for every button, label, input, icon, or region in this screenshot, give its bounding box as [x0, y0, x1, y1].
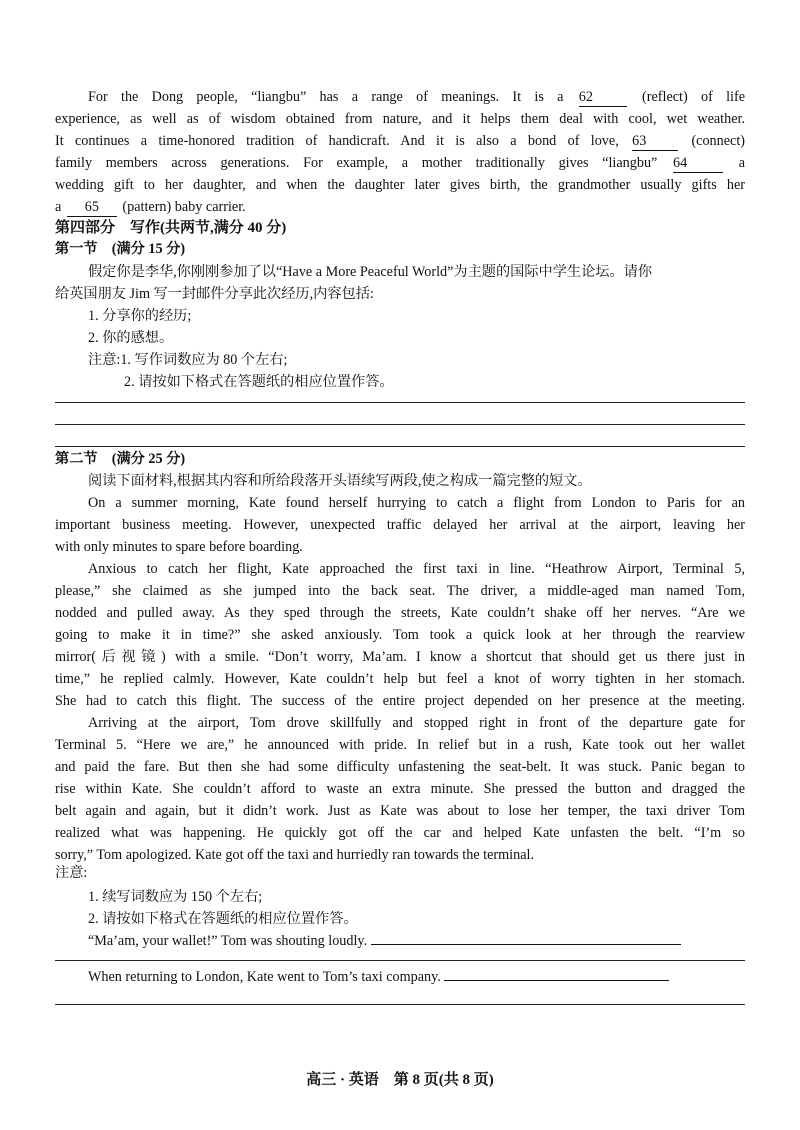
answer-rule — [55, 1004, 745, 1005]
cloze-line-2: experience, as well as of wisdom obtained from nature, and it helps them deal with cool, wet weather. — [55, 111, 745, 127]
section1-prompt-2: 给英国朋友 Jim 写一封邮件分享此次经历,内容包括: — [55, 286, 374, 302]
story-line: On a summer morning, Kate found herself hurrying to catch a flight from London to Paris for an — [88, 495, 745, 511]
story-line: and paid the fare. But then she had some difficulty unfastening the seat-belt. It was stuck. Panic began to — [55, 759, 745, 775]
story-line: please,” she claimed as she jumped into the back seat. The driver, a middle-aged man named Tom, — [55, 583, 745, 599]
section2-note-1: 1. 续写词数应为 150 个左右; — [88, 889, 263, 905]
story-line: sorry,” Tom apologized. Kate got off the taxi and hurriedly ran towards the terminal. — [55, 847, 535, 863]
section1-prompt-1: 假定你是李华,你刚刚参加了以“Have a More Peaceful World”为主题的国际中学生论坛。请你 — [88, 264, 653, 280]
text-span: (pattern) baby carrier. — [122, 199, 246, 215]
paragraph1-start-text: “Ma’am, your wallet!” Tom was shouting loudly. — [88, 933, 368, 949]
writing-line — [444, 966, 669, 981]
story-line: time,” he replied calmly. However, Kate couldn’t help but feel a knot of worry tighten in her stomach. — [55, 671, 745, 687]
story-line: Arriving at the airport, Tom drove skillfully and stopped right in front of the departure gate for — [88, 715, 745, 731]
story-line: She had to catch this flight. The success of the entire project depended on her presence at the meeting. — [55, 693, 745, 709]
text-span: It continues a time-honored tradition of handicraft. And it is also a bond of love, — [55, 133, 619, 149]
text-span: a — [738, 155, 745, 171]
story-line: nodded and pulled away. As they sped through the streets, Kate couldn’t shake off her nerves. “Are we — [55, 605, 745, 621]
section1-note-1: 注意:1. 写作词数应为 80 个左右; — [88, 352, 288, 368]
text-span: family members across generations. For example, a mother traditionally gives “liangbu” — [55, 155, 658, 171]
paragraph1-start — [88, 930, 745, 952]
cloze-line-6 — [55, 196, 745, 218]
story-line: realized what was happening. He quickly got off the car and helped Kate unfasten the belt. “I’m so — [55, 825, 745, 841]
cloze-line-3 — [55, 130, 745, 152]
text-span: a — [55, 199, 62, 215]
story-line: Terminal 5. “Here we are,” he announced with pride. In relief but in a rush, Kate took out her wallet — [55, 737, 745, 753]
section1-item-2: 2. 你的感想。 — [88, 330, 174, 346]
story-line: Anxious to catch her flight, Kate approached the first taxi in line. “Heathrow Airport, Terminal 5, — [88, 561, 745, 577]
blank-62: 62 — [579, 89, 627, 107]
page-footer: 高三 · 英语 第 8 页(共 8 页) — [306, 1072, 494, 1088]
story-line: belt again and again, but it didn’t work. Just as Kate was about to lose her temper, the taxi driver Tom — [55, 803, 745, 819]
part4-title: 第四部分 写作(共两节,满分 40 分) — [55, 220, 287, 236]
story-line: important business meeting. However, unexpected traffic delayed her arrival at the airport, leaving her — [55, 517, 745, 533]
answer-rule — [55, 960, 745, 961]
section2-intro: 阅读下面材料,根据其内容和所给段落开头语续写两段,使之构成一篇完整的短文。 — [88, 473, 592, 489]
section1-note-2: 2. 请按如下格式在答题纸的相应位置作答。 — [124, 374, 394, 390]
answer-rule — [55, 446, 745, 447]
section1-title: 第一节 (满分 15 分) — [55, 241, 186, 257]
section2-note-label: 注意: — [55, 865, 88, 881]
text-span: (connect) — [691, 133, 746, 149]
paragraph2-start — [88, 966, 745, 988]
section2-note-2: 2. 请按如下格式在答题纸的相应位置作答。 — [88, 911, 358, 927]
paragraph2-start-text: When returning to London, Kate went to Tom’s taxi company. — [88, 969, 441, 985]
cloze-line-5: wedding gift to her daughter, and when the daughter later gives birth, the grandmother usually gifts her — [55, 177, 745, 193]
section1-item-1: 1. 分享你的经历; — [88, 308, 192, 324]
text-span: (reflect) of life — [642, 89, 746, 105]
story-line: rise within Kate. She couldn’t afford to waste an extra minute. She pressed the button and dragged the — [55, 781, 745, 797]
answer-rule — [55, 402, 745, 403]
cloze-line-1 — [88, 86, 745, 108]
cloze-line-4 — [55, 152, 745, 174]
blank-63: 63 — [632, 133, 678, 151]
answer-rule — [55, 424, 745, 425]
story-line: mirror(后视镜) with a smile. “Don’t worry, Ma’am. I know a shortcut that should get us there just in — [55, 649, 745, 665]
blank-64: 64 — [673, 155, 723, 173]
story-line: with only minutes to spare before boarding. — [55, 539, 303, 555]
story-line: going to make it in time?” she asked anxiously. Tom took a quick look at her through the rearview — [55, 627, 745, 643]
text-span: For the Dong people, “liangbu” has a range of meanings. It is a — [88, 89, 564, 105]
writing-line — [371, 930, 681, 945]
blank-65: 65 — [67, 199, 117, 217]
section2-title: 第二节 (满分 25 分) — [55, 451, 186, 467]
